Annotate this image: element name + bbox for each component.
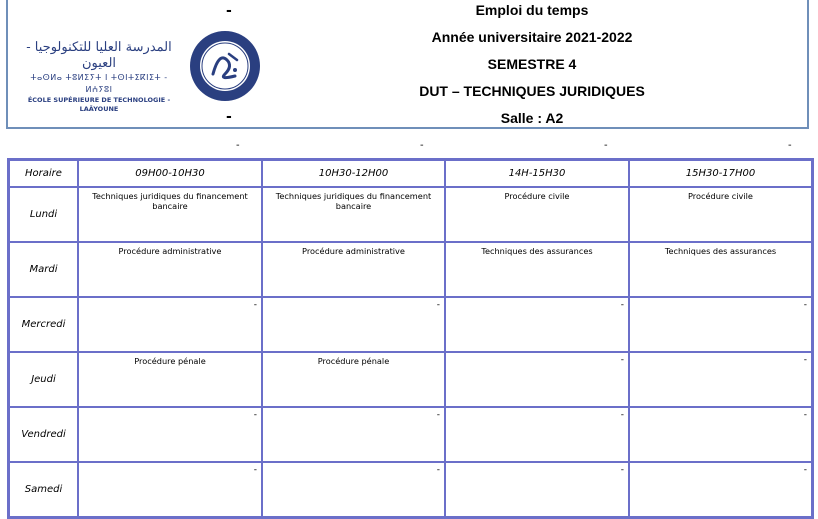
timetable-header-row	[9, 160, 812, 187]
column-dash: -	[420, 140, 424, 151]
schedule-cell	[78, 187, 262, 242]
schedule-cell	[629, 352, 812, 407]
schedule-cell	[78, 242, 262, 297]
empty-slot-marker: -	[803, 300, 807, 310]
empty-slot-marker: -	[253, 465, 257, 475]
schedule-cell	[262, 297, 445, 352]
empty-slot-marker: -	[253, 300, 257, 310]
day-label: Vendredi	[9, 407, 78, 462]
header-dash-bottom: -	[226, 109, 232, 125]
schedule-cell	[445, 297, 629, 352]
schedule-cell	[262, 242, 445, 297]
header-dash-top: -	[226, 3, 232, 19]
day-label: Mercredi	[9, 297, 78, 352]
school-name-french: ÉCOLE SUPÉRIEURE DE TECHNOLOGIE - LAÂYOUNE	[27, 96, 171, 113]
schedule-cell	[78, 352, 262, 407]
timetable-body	[9, 187, 812, 517]
schedule-cell	[445, 242, 629, 297]
empty-slot-marker: -	[436, 410, 440, 420]
schedule-title-block	[380, 0, 684, 135]
course-name: Techniques juridiques du financement bancaire	[92, 191, 248, 211]
day-label: Samedi	[9, 462, 78, 517]
title-line: SEMESTRE 4	[487, 56, 577, 72]
table-row	[9, 462, 812, 517]
course-name: Procédure pénale	[317, 356, 390, 366]
schedule-cell	[445, 462, 629, 517]
schedule-cell	[262, 187, 445, 242]
timetable	[7, 158, 814, 519]
header-cell: Horaire	[9, 160, 78, 187]
course-name: Procédure civile	[688, 191, 753, 201]
schedule-cell	[629, 407, 812, 462]
schedule-cell	[262, 407, 445, 462]
schedule-cell	[445, 187, 629, 242]
column-dash: -	[604, 140, 608, 151]
table-row	[9, 242, 812, 297]
table-row	[9, 187, 812, 242]
schedule-cell	[445, 352, 629, 407]
course-name: Procédure administrative	[302, 246, 405, 256]
course-name: Procédure civile	[504, 191, 570, 201]
table-row	[9, 407, 812, 462]
university-seal-icon	[189, 30, 261, 102]
empty-slot-marker: -	[436, 300, 440, 310]
table-row	[9, 352, 812, 407]
schedule-cell	[78, 462, 262, 517]
schedule-cell	[629, 242, 812, 297]
course-name: Techniques des assurances	[481, 246, 593, 256]
empty-slot-marker: -	[620, 355, 624, 365]
column-dash: -	[236, 140, 240, 151]
school-logo-text	[18, 40, 180, 114]
schedule-cell	[629, 297, 812, 352]
day-label: Mardi	[9, 242, 78, 297]
header-cell: 14H-15H30	[445, 160, 629, 187]
title-line: Emploi du temps	[475, 2, 589, 18]
schedule-cell	[629, 462, 812, 517]
school-name-tifinagh: ⵜⴰⵙⵍⴰ ⵜⵓⵍⵉⵢⵜ ⵏ ⵜⵙⵏⵜⵉⴽⵏⵉⵜ - ⵍⵄⵢⵓⵏ	[30, 73, 168, 94]
day-label: Jeudi	[9, 352, 78, 407]
empty-slot-marker: -	[253, 410, 257, 420]
table-row	[9, 297, 812, 352]
empty-slot-marker: -	[436, 465, 440, 475]
empty-slot-marker: -	[620, 300, 624, 310]
schedule-cell	[262, 352, 445, 407]
title-line: Salle : A2	[500, 110, 564, 126]
empty-slot-marker: -	[803, 355, 807, 365]
schedule-cell	[445, 407, 629, 462]
course-name: Techniques des assurances	[664, 246, 777, 256]
empty-slot-marker: -	[620, 465, 624, 475]
school-name-arabic: المدرسة العليا للتكنولوجيا - العيون	[26, 40, 172, 71]
header-cell: 09H00-10H30	[78, 160, 262, 187]
title-line: Année universitaire 2021-2022	[431, 29, 633, 45]
schedule-cell	[262, 462, 445, 517]
title-line: DUT – TECHNIQUES JURIDIQUES	[419, 83, 645, 99]
schedule-cell	[78, 407, 262, 462]
empty-slot-marker: -	[620, 410, 624, 420]
schedule-cell	[629, 187, 812, 242]
empty-slot-marker: -	[803, 410, 807, 420]
course-name: Techniques juridiques du financement bancaire	[275, 191, 432, 211]
course-name: Procédure pénale	[134, 356, 206, 366]
course-name: Procédure administrative	[118, 246, 222, 256]
header-cell: 10H30-12H00	[262, 160, 445, 187]
header-cell: 15H30-17H00	[629, 160, 812, 187]
column-dash: -	[788, 140, 792, 151]
empty-slot-marker: -	[803, 465, 807, 475]
schedule-cell	[78, 297, 262, 352]
day-label: Lundi	[9, 187, 78, 242]
